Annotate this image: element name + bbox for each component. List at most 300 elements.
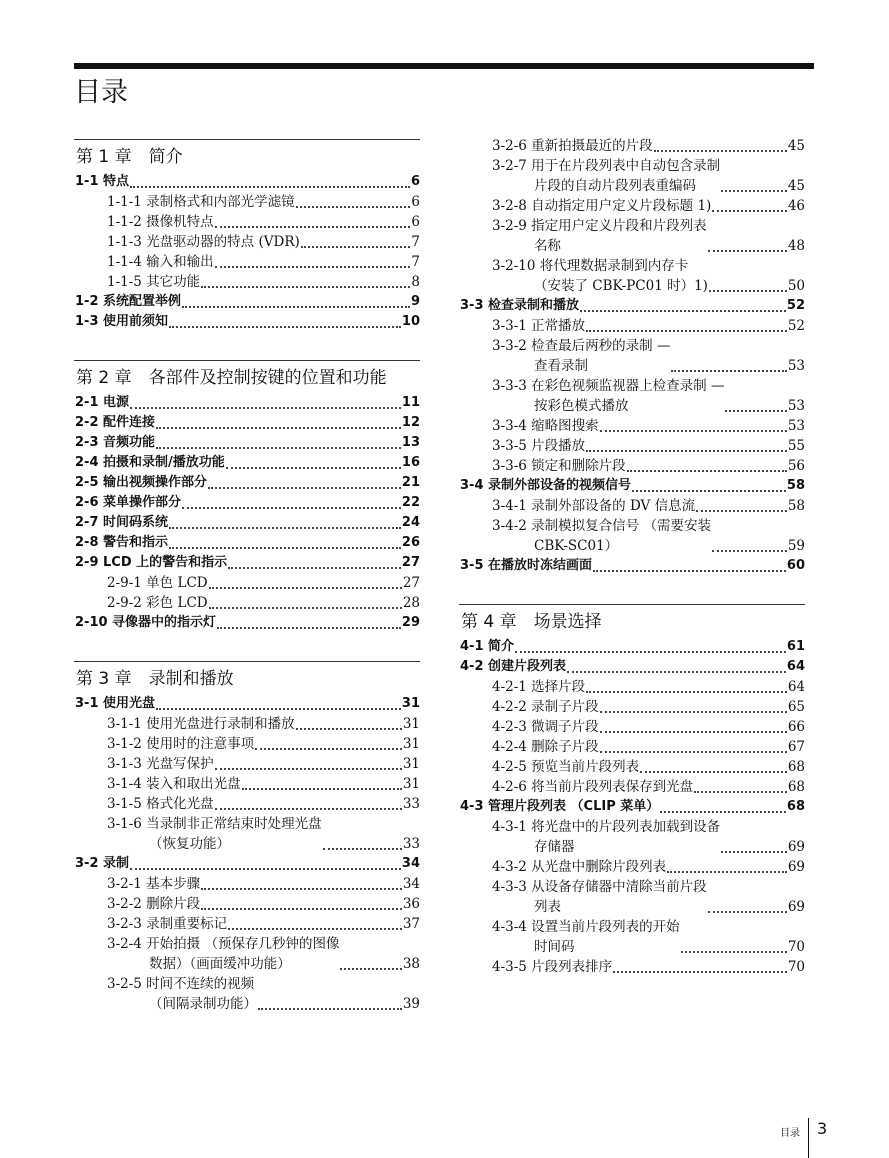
dot-leader	[696, 509, 787, 512]
toc-entry-title: 4-2 创建片段列表	[460, 659, 567, 674]
toc-entry-text	[107, 974, 257, 1014]
toc-subsection-link[interactable]	[459, 737, 805, 757]
page-footer	[780, 1118, 827, 1158]
dot-leader	[725, 409, 786, 412]
toc-entry-continuation: （恢复功能）	[149, 836, 230, 852]
dot-leader	[156, 446, 401, 449]
dot-leader	[654, 149, 787, 152]
toc-entry-text	[75, 553, 227, 573]
toc-entry-continuation: 时间码	[534, 939, 575, 955]
toc-entry-title: 3-2-4 开始拍摄 （预保存几秒钟的图像	[107, 936, 340, 952]
toc-entry-text	[492, 496, 695, 516]
toc-page-number: 52	[786, 298, 805, 313]
toc-page-number: 31	[402, 716, 420, 732]
toc-entry-text	[460, 637, 514, 657]
toc-entry-title: 4-2-2 录制子片段	[492, 699, 599, 715]
toc-subsection-link[interactable]	[459, 316, 805, 336]
dot-leader	[600, 750, 787, 753]
toc-subsection-link[interactable]	[459, 456, 805, 476]
dot-leader	[242, 787, 402, 790]
toc-entry-text	[492, 216, 707, 256]
dot-leader	[580, 309, 786, 312]
toc-entry-title: 4-2-4 删除子片段	[492, 739, 599, 755]
toc-entry-title: 4-3-4 设置当前片段列表的开始	[492, 919, 680, 935]
toc-entry-title: 3-1-1 使用光盘进行录制和播放	[107, 716, 295, 732]
toc-page-number: 69	[787, 899, 805, 915]
toc-subsection-link[interactable]	[459, 336, 805, 376]
toc-section-link[interactable]	[74, 413, 420, 433]
toc-entry-text	[460, 476, 631, 496]
toc-entry-text	[75, 473, 207, 493]
toc-page-number: 31	[402, 776, 420, 792]
toc-section-link[interactable]	[74, 553, 420, 573]
toc-entry-continuation: 查看录制	[534, 358, 588, 374]
toc-page-number: 29	[401, 615, 420, 630]
toc-chapter	[459, 604, 805, 977]
toc-entry-title: 3-2-3 录制重要标记	[107, 916, 228, 932]
toc-subsection-link[interactable]	[459, 416, 805, 436]
toc-page-number: 7	[411, 254, 420, 270]
toc-subsection-link[interactable]	[74, 874, 420, 894]
toc-subsection-link[interactable]	[74, 212, 420, 232]
footer-divider	[808, 1118, 809, 1158]
toc-entry-title: 1-1-2 摄像机特点	[107, 214, 214, 230]
dot-leader	[130, 185, 410, 188]
toc-section-link[interactable]	[459, 797, 805, 817]
dot-leader	[721, 850, 787, 853]
toc-entry-title: 3-4-1 录制外部设备的 DV 信息流	[492, 498, 696, 514]
toc-section-link[interactable]	[459, 296, 805, 316]
dot-leader	[721, 189, 787, 192]
toc-entry-title: 3-1-3 光盘写保护	[107, 756, 214, 772]
dot-leader	[515, 650, 786, 653]
toc-entry-text	[75, 694, 155, 714]
dot-leader	[660, 810, 786, 813]
toc-entry-continuation: 按彩色模式播放	[534, 398, 629, 414]
toc-entry-continuation: 名称	[534, 238, 561, 254]
toc-entry-text	[75, 854, 129, 874]
dot-leader	[708, 910, 787, 913]
toc-page-number: 33	[402, 836, 420, 852]
toc-subsection-link[interactable]	[459, 957, 805, 977]
dot-leader	[301, 245, 411, 248]
dot-leader	[169, 546, 401, 549]
toc-page-number: 69	[787, 859, 805, 875]
toc-entry-title: 4-3-1 将光盘中的片段列表加载到设备	[492, 819, 721, 835]
toc-page-number: 10	[401, 314, 420, 329]
toc-section-link[interactable]	[74, 854, 420, 874]
toc-entry-text	[492, 256, 708, 296]
dot-leader	[169, 325, 401, 328]
toc-subsection-link[interactable]	[74, 593, 420, 613]
toc-page-number: 13	[401, 435, 420, 450]
toc-entry-text	[107, 874, 200, 894]
toc-entry-text	[492, 416, 599, 436]
toc-page-number: 70	[787, 939, 805, 955]
toc-chapter	[74, 139, 420, 332]
toc-subsection-link[interactable]	[74, 914, 420, 934]
toc-page-number: 53	[787, 418, 805, 434]
toc-page-number: 9	[410, 294, 420, 309]
toc-page-number: 7	[411, 234, 420, 250]
toc-page-number: 31	[402, 756, 420, 772]
toc-entry-text	[460, 657, 566, 677]
toc-subsection-link[interactable]	[459, 877, 805, 917]
toc-entry-text	[492, 777, 693, 797]
toc-entry-title: 3-2-5 时间不连续的视频	[107, 976, 255, 992]
dot-leader	[586, 690, 787, 693]
toc-entry-text	[107, 774, 241, 794]
toc-page-number: 46	[787, 198, 805, 214]
toc-subsection-link[interactable]	[74, 974, 420, 1014]
toc-subsection-link[interactable]	[459, 697, 805, 717]
toc-subsection-link[interactable]	[459, 496, 805, 516]
toc-entry-text	[75, 393, 129, 413]
toc-subsection-link[interactable]	[74, 573, 420, 593]
toc-page-number: 6	[410, 174, 420, 189]
toc-entry-title: 1-1-1 录制格式和内部光学滤镜	[107, 194, 295, 210]
toc-entry-title: 1-3 使用前须知	[75, 314, 169, 329]
toc-entry-text	[107, 192, 295, 212]
toc-entry-text	[107, 894, 200, 914]
toc-entry-text	[492, 717, 599, 737]
toc-section-link[interactable]	[74, 694, 420, 714]
toc-entry-text	[492, 917, 680, 957]
toc-page-number: 50	[787, 278, 805, 294]
page-title: 目录	[74, 77, 128, 108]
toc-page-number: 39	[402, 996, 420, 1012]
toc-entry-text	[107, 272, 200, 292]
dot-leader	[567, 670, 786, 673]
toc-entry-continuation: 列表	[534, 899, 561, 915]
toc-entry-title: 3-2-10 将代理数据录制到内存卡	[492, 258, 689, 274]
toc-subsection-link[interactable]	[74, 774, 420, 794]
dot-leader	[340, 967, 401, 970]
toc-entry-text	[107, 814, 322, 854]
toc-entry-text	[107, 794, 214, 814]
dot-leader	[201, 285, 410, 288]
toc-entry-text	[75, 413, 155, 433]
toc-subsection-link[interactable]	[459, 156, 805, 196]
toc-page-number: 65	[787, 699, 805, 715]
dot-leader	[640, 770, 787, 773]
dot-leader	[208, 486, 401, 489]
dot-leader	[209, 586, 402, 589]
toc-entry-title: 4-2-5 预览当前片段列表	[492, 759, 640, 775]
toc-section-link[interactable]	[459, 556, 805, 576]
toc-subsection-link[interactable]	[459, 777, 805, 797]
toc-entry-title: 2-8 警告和指示	[75, 535, 169, 550]
toc-entry-text	[75, 433, 155, 453]
toc-page-number: 68	[786, 799, 805, 814]
toc-page-number: 26	[401, 535, 420, 550]
toc-entry-title: 1-1-4 输入和输出	[107, 254, 214, 270]
toc-entry-title: 4-3 管理片段列表 （CLIP 菜单）	[460, 799, 660, 814]
toc-entry-text	[492, 376, 724, 416]
toc-entry-text	[492, 857, 666, 877]
dot-leader	[215, 767, 402, 770]
top-rule	[74, 63, 814, 69]
toc-page-number: 45	[787, 178, 805, 194]
toc-page-number: 56	[787, 458, 805, 474]
toc-entry-text	[460, 797, 659, 817]
toc-subsection-link[interactable]	[459, 376, 805, 416]
toc-page-number: 45	[787, 138, 805, 154]
toc-subsection-link[interactable]	[459, 857, 805, 877]
toc-subsection-link[interactable]	[459, 917, 805, 957]
toc-entry-text	[492, 316, 585, 336]
toc-page-number: 58	[787, 498, 805, 514]
toc-page-number: 27	[402, 575, 420, 591]
toc-page-number: 60	[786, 558, 805, 573]
toc-entry-title: 3-3-3 在彩色视频监视器上检查录制 —	[492, 378, 725, 394]
toc-entry-text	[107, 754, 214, 774]
footer-section-label: 目录	[780, 1128, 800, 1139]
chapter-rule	[74, 139, 420, 140]
toc-page-number: 33	[402, 796, 420, 812]
toc-page-number: 68	[787, 759, 805, 775]
toc-entry-title: 3-3 检查录制和播放	[460, 298, 580, 313]
toc-subsection-link[interactable]	[74, 794, 420, 814]
dot-leader	[255, 747, 402, 750]
dot-leader	[694, 790, 787, 793]
dot-leader	[671, 369, 786, 372]
toc-entry-continuation: 数据）（画面缓冲功能）	[149, 956, 291, 972]
chapter-rule	[74, 360, 420, 361]
dot-leader	[296, 205, 411, 208]
toc-entry-title: 3-3-6 锁定和删除片段	[492, 458, 626, 474]
toc-entry-text	[75, 292, 181, 312]
toc-subsection-link[interactable]	[459, 717, 805, 737]
dot-leader	[586, 329, 787, 332]
dot-leader	[156, 707, 401, 710]
toc-entry-title: 3-1-5 格式化光盘	[107, 796, 214, 812]
toc-entry-text	[75, 172, 129, 192]
toc-entry-text	[107, 734, 254, 754]
dot-leader	[323, 847, 402, 850]
toc-entry-text	[107, 573, 208, 593]
toc-page-number: 21	[401, 475, 420, 490]
toc-page-number: 66	[787, 719, 805, 735]
toc-page-number: 61	[786, 639, 805, 654]
toc-entry-title: 3-3-5 片段播放	[492, 438, 586, 454]
toc-page-number: 55	[787, 438, 805, 454]
toc-entry-title: 1-1-5 其它功能	[107, 274, 201, 290]
toc-subsection-link[interactable]	[459, 757, 805, 777]
dot-leader	[627, 469, 787, 472]
toc-page-number: 64	[787, 679, 805, 695]
toc-entry-text	[492, 817, 720, 857]
toc-entry-title: 2-5 输出视频操作部分	[75, 475, 208, 490]
toc-page-number: 69	[787, 839, 805, 855]
toc-subsection-link[interactable]	[459, 216, 805, 256]
toc-section-link[interactable]	[74, 513, 420, 533]
toc-entry-text	[75, 513, 168, 533]
toc-page-number: 68	[787, 779, 805, 795]
toc-section-link[interactable]	[74, 533, 420, 553]
dot-leader	[215, 807, 402, 810]
toc-subsection-link[interactable]	[74, 714, 420, 734]
toc-section-link[interactable]	[459, 476, 805, 496]
toc-entry-title: 3-4-2 录制模拟复合信号 （需要安装	[492, 518, 711, 534]
toc-entry-text	[107, 934, 339, 974]
toc-section-link[interactable]	[74, 453, 420, 473]
toc-chapter	[459, 136, 805, 576]
toc-entry-text	[492, 436, 585, 456]
toc-entry-continuation: 片段的自动片段列表重编码	[534, 178, 696, 194]
toc-entry-title: 2-1 电源	[75, 395, 130, 410]
dot-leader	[182, 305, 410, 308]
toc-subsection-link[interactable]	[74, 192, 420, 212]
toc-section-link[interactable]	[74, 613, 420, 633]
dot-leader	[586, 449, 787, 452]
toc-entry-title: 3-3-4 缩略图搜索	[492, 418, 599, 434]
toc-entry-text	[75, 613, 216, 633]
toc-entry-title: 2-6 菜单操作部分	[75, 495, 182, 510]
toc-section-link[interactable]	[74, 393, 420, 413]
toc-entry-text	[460, 296, 579, 316]
toc-subsection-link[interactable]	[74, 894, 420, 914]
toc-section-link[interactable]	[74, 312, 420, 332]
dot-leader	[130, 867, 401, 870]
toc-entry-continuation: （安装了 CBK-PC01 时）1)	[534, 278, 708, 294]
toc-entry-title: 4-2-6 将当前片段列表保存到光盘	[492, 779, 694, 795]
chapter-title: 第 1 章 简介	[76, 147, 183, 167]
toc-subsection-link[interactable]	[459, 436, 805, 456]
dot-leader	[667, 870, 787, 873]
toc-entry-text	[107, 232, 300, 252]
toc-entry-title: 3-5 在播放时冻结画面	[460, 558, 593, 573]
toc-section-link[interactable]	[74, 292, 420, 312]
toc-entry-title: 4-3-5 片段列表排序	[492, 959, 613, 975]
dot-leader	[226, 466, 401, 469]
toc-entry-title: 3-2 录制	[75, 856, 130, 871]
toc-entry-text	[107, 252, 214, 272]
toc-page-number: 59	[787, 538, 805, 554]
toc-section-link[interactable]	[459, 657, 805, 677]
toc-entry-text	[107, 593, 208, 613]
toc-section-link[interactable]	[459, 637, 805, 657]
chapter-rule	[459, 604, 805, 605]
toc-subsection-link[interactable]	[459, 516, 805, 556]
toc-section-link[interactable]	[74, 473, 420, 493]
toc-entry-text	[492, 456, 626, 476]
toc-entry-title: 3-2-1 基本步骤	[107, 876, 201, 892]
toc-entry-continuation: （间隔录制功能）	[149, 996, 257, 1012]
toc-entry-text	[492, 697, 599, 717]
toc-entry-title: 2-7 时间码系统	[75, 515, 169, 530]
toc-entry-text	[492, 516, 711, 556]
dot-leader	[600, 730, 787, 733]
toc-entry-title: 4-2-1 选择片段	[492, 679, 586, 695]
toc-entry-title: 3-1 使用光盘	[75, 696, 156, 711]
toc-entry-text	[492, 336, 670, 376]
toc-subsection-link[interactable]	[74, 734, 420, 754]
toc-subsection-link[interactable]	[74, 754, 420, 774]
toc-page-number: 22	[401, 495, 420, 510]
toc-entry-title: 4-3-2 从光盘中删除片段列表	[492, 859, 667, 875]
toc-entry-continuation: CBK-SC01）	[534, 538, 619, 554]
dot-leader	[228, 566, 401, 569]
toc-entry-title: 2-9 LCD 上的警告和指示	[75, 555, 228, 570]
dot-leader	[130, 406, 401, 409]
toc-entry-title: 2-2 配件连接	[75, 415, 156, 430]
toc-subsection-link[interactable]	[459, 136, 805, 156]
toc-entry-title: 2-9-2 彩色 LCD	[107, 595, 208, 611]
toc-subsection-link[interactable]	[459, 196, 805, 216]
dot-leader	[600, 429, 787, 432]
toc-entry-text	[107, 714, 295, 734]
dot-leader	[632, 489, 786, 492]
chapter-title: 第 4 章 场景选择	[461, 612, 602, 632]
dot-leader	[228, 927, 402, 930]
toc-entry-title: 3-2-8 自动指定用户定义片段标题 1)	[492, 198, 712, 214]
toc-page-number: 70	[787, 959, 805, 975]
toc-entry-title: 3-2-7 用于在片段列表中自动包含录制	[492, 158, 721, 174]
toc-page-number: 36	[402, 896, 420, 912]
dot-leader	[169, 526, 401, 529]
toc-entry-text	[75, 453, 225, 473]
toc-page-number: 12	[401, 415, 420, 430]
toc-entry-continuation: 存储器	[534, 839, 575, 855]
toc-page-number: 64	[786, 659, 805, 674]
toc-section-link[interactable]	[74, 172, 420, 192]
toc-page-number: 53	[787, 398, 805, 414]
toc-entry-text	[492, 136, 653, 156]
toc-entry-text	[75, 533, 168, 553]
toc-subsection-link[interactable]	[74, 272, 420, 292]
toc-page-number: 37	[402, 916, 420, 932]
toc-page-number: 11	[401, 395, 420, 410]
chapter-rule	[74, 661, 420, 662]
dot-leader	[593, 569, 786, 572]
toc-entry-title: 1-1-3 光盘驱动器的特点 (VDR)	[107, 234, 300, 250]
toc-page-number: 67	[787, 739, 805, 755]
toc-entry-title: 4-2-3 微调子片段	[492, 719, 599, 735]
toc-subsection-link[interactable]	[74, 232, 420, 252]
toc-subsection-link[interactable]	[74, 814, 420, 854]
toc-subsection-link[interactable]	[74, 252, 420, 272]
toc-entry-title: 2-10 寻像器中的指示灯	[75, 615, 217, 630]
toc-subsection-link[interactable]	[459, 817, 805, 857]
dot-leader	[613, 970, 787, 973]
toc-page-number: 58	[786, 478, 805, 493]
toc-chapter	[74, 360, 420, 633]
toc-subsection-link[interactable]	[459, 256, 805, 296]
toc-entry-title: 3-1-2 使用时的注意事项	[107, 736, 255, 752]
dot-leader	[258, 1007, 402, 1010]
toc-entry-text	[75, 312, 168, 332]
toc-page-number: 53	[787, 358, 805, 374]
toc-entry-text	[75, 493, 181, 513]
dot-leader	[215, 225, 411, 228]
chapter-title: 第 3 章 录制和播放	[76, 669, 234, 689]
toc-section-link[interactable]	[74, 433, 420, 453]
toc-entry-title: 1-2 系统配置举例	[75, 294, 182, 309]
toc-page-number: 31	[402, 736, 420, 752]
chapter-title: 第 2 章 各部件及控制按键的位置和功能	[76, 368, 387, 388]
dot-leader	[215, 265, 411, 268]
page-number: 3	[817, 1119, 828, 1138]
toc-section-link[interactable]	[74, 493, 420, 513]
dot-leader	[201, 887, 402, 890]
dot-leader	[182, 506, 401, 509]
dot-leader	[600, 710, 787, 713]
dot-leader	[201, 907, 402, 910]
toc-subsection-link[interactable]	[459, 677, 805, 697]
toc-entry-title: 3-3-1 正常播放	[492, 318, 586, 334]
toc-subsection-link[interactable]	[74, 934, 420, 974]
